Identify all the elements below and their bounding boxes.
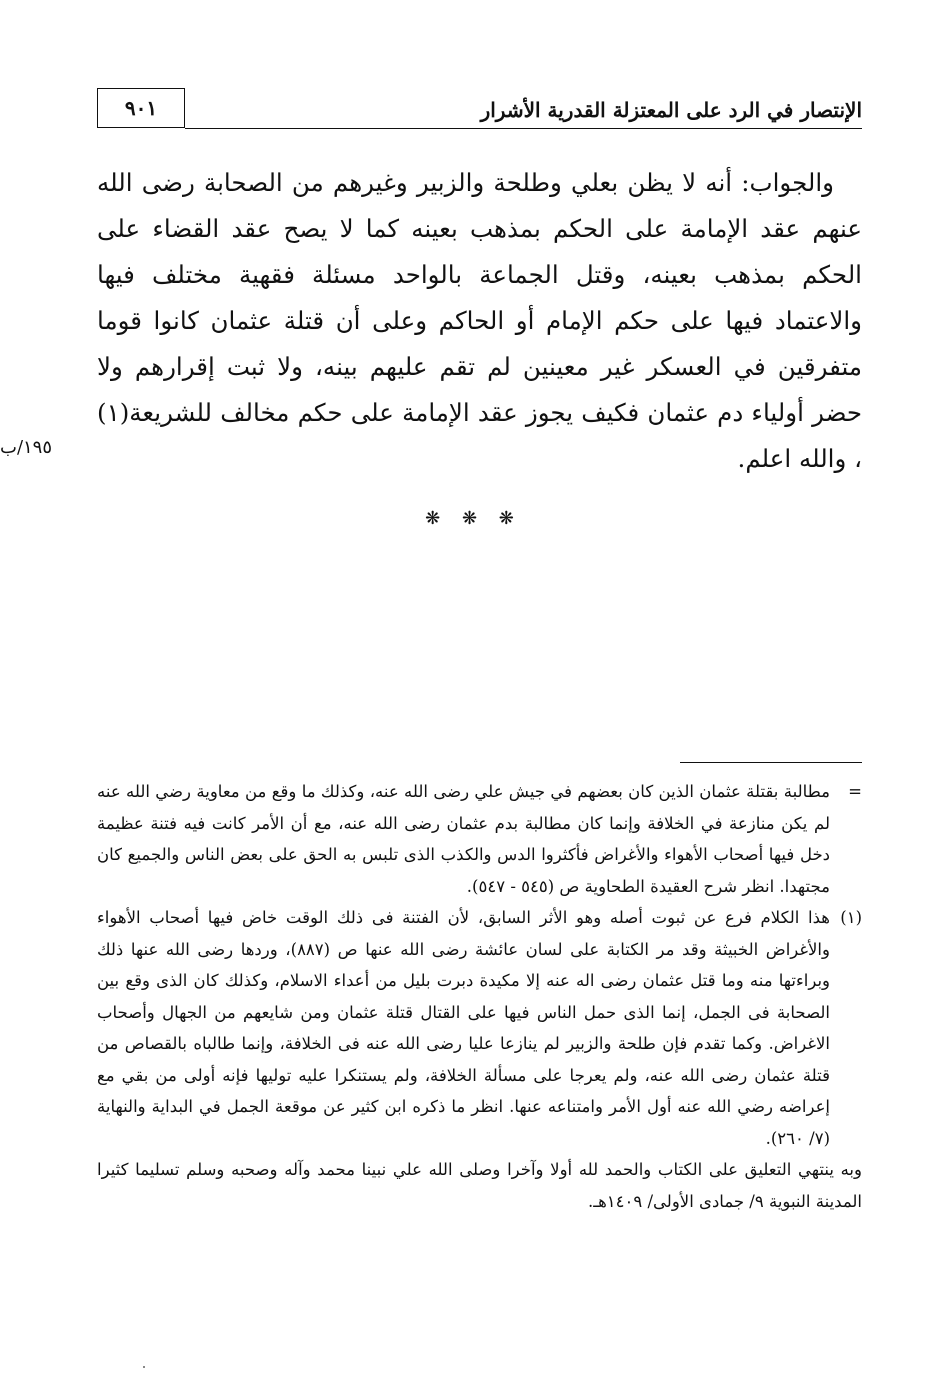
footnote-continuation-text: مطالبة بقتلة عثمان الذين كان بعضهم في جيش علي رضى الله عنه، وكذلك ما وقع من معاوية رضي الله عنه لم يكن منازعة في الخلافة وإنما كان مطالبة بدم عثمان رضى الله عنه، مع أن الأمر كانت فيه فتنة عظيمة دخل فيها أصحاب الأهواء والأغراض فأكثروا الدس والكذب الذى تلبس به الحق على بعض الناس والجميع كان مجتهدا. انظر شرح العقيدة الطحاوية ص (٥٤٥ - ٥٤٧). [97, 782, 830, 896]
main-paragraph: والجواب: أنه لا يظن بعلي وطلحة والزبير وغيرهم من الصحابة رضى الله عنهم عقد الإمامة على الحكم بمذهب بعينه كما لا يصح عقد القضاء على الحكم بمذهب بعينه، وقتل الجماعة بالواحد مسئلة فقهية مختلف فيها والاعتماد فيها على حكم الإمام أو الحاكم وعلى أن قتلة عثمان كانوا قوما متفرقين في العسكر غير معينين لم تقم عليهم بينه، ولا ثبت إقرارهم ولا حضر أولياء دم عثمان فكيف يجوز عقد الإمامة على حكم مخالف للشريعة(١) ، والله اعلم. [97, 168, 862, 473]
footnote-1-text: هذا الكلام فرع عن ثبوت أصله وهو الأثر السابق، لأن الفتنة فى ذلك الوقت خاض فيها أصحاب الأهواء والأغراض الخبيثة وقد مر الكتابة على لسان عائشة رضى الله عنها ص (٨٨٧)، وردها رضى الله عنها ذلك وبراءتها منه وما قتل عثمان رضى اله عنه إلا مكيدة دبرت بليل من أعداء الاسلام، وكذلك كان الذى وقع بين الصحابة فى الجمل، إنما الذى حمل الناس فيها على القتال قتلة عثمان ومن شايعهم من الجهال وأصحاب الاغراض. وكما تقدم فإن طلحة والزبير لم ينازعا عليا رضى الله عنه فى الخلافة، وإنما طالباه بالقصاص من قتلة عثمان رضى الله عنه، ولم يعرجا على مسألة الخلافة، ولم يستنكرا عليه توليها فإنه أولى من بقي مع إعراضه رضي الله عنه أول الأمر وامتناعه عنها. انظر ما ذكره ابن كثير عن موقعة الجمل في البداية والنهاية (٧/ ٢٦٠). [97, 908, 830, 1148]
header-rule [185, 128, 862, 129]
scan-speck [143, 1366, 145, 1368]
running-title: الإنتصار في الرد على المعتزلة القدرية الأشرار [480, 98, 862, 122]
footnotes [97, 776, 862, 1217]
footnote-rule [680, 762, 862, 763]
section-separator: ❋ ❋ ❋ [425, 508, 522, 529]
manuscript-folio-note: ١٩٥/ب [0, 437, 53, 458]
footnote-continuation [97, 776, 862, 902]
footnote-1-marker: (١) [840, 908, 862, 927]
continuation-marker: = [848, 782, 862, 801]
closing-note: وبه ينتهي التعليق على الكتاب والحمد لله أولا وآخرا وصلى الله علي نبينا محمد وآله وصحبه وسلم تسليما كثيرا المدينة النبوية ٩/ جمادى الأولى/ ١٤٠٩هـ. [97, 1160, 862, 1211]
page-number: ٩٠١ [97, 88, 185, 128]
page-header [97, 88, 862, 132]
footnote-1 [97, 902, 862, 1154]
main-body [97, 160, 862, 482]
